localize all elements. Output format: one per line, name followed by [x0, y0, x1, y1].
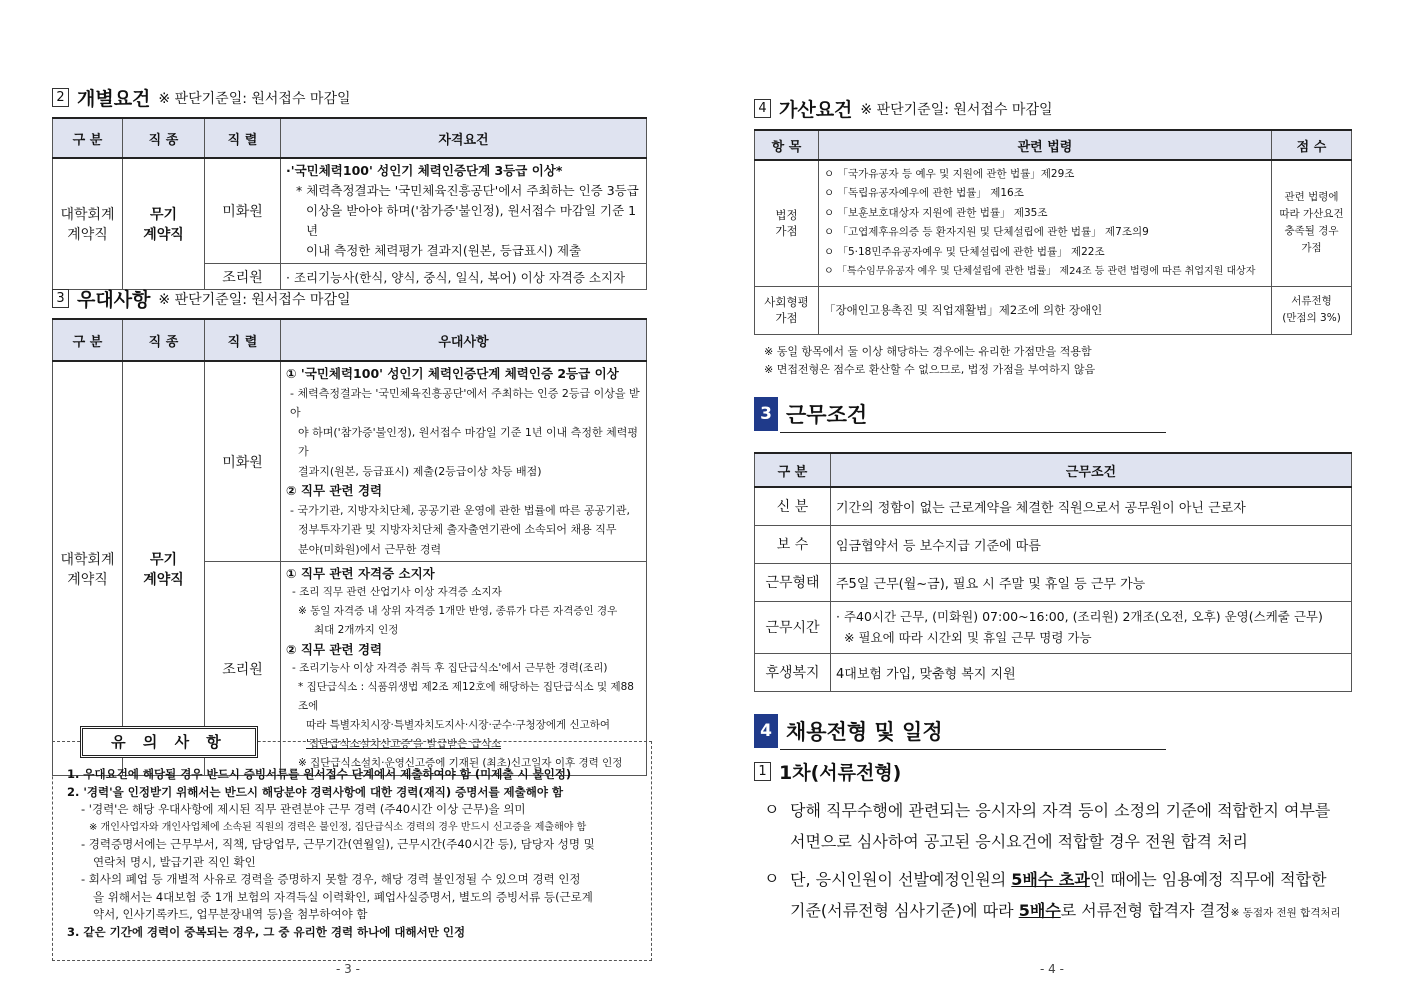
section-note: ※ 판단기준일: 원서접수 마감일	[860, 101, 1053, 118]
law-line: ㅇ 「독립유공자예우에 관한 법률」 제16조	[824, 187, 1024, 200]
category-cell: 대학회계 계약직	[53, 158, 123, 290]
pref-line: 야 하며('참가증'불인정), 원서접수 마감일 기준 1년 이내 측정한 체력평가	[298, 425, 638, 458]
chapter-4-heading	[754, 714, 943, 748]
condition-key: 근무시간	[755, 601, 831, 653]
col-header: 구 분	[53, 319, 123, 361]
law-line: ㅇ 「특수임무유공자 예우 및 단체설립에 관한 법률」 제24조 등 관련 법령에 따른 취업지원 대상자	[824, 266, 1256, 278]
condition-key: 근무형태	[755, 563, 831, 601]
item-cell: 사회형평 가점	[755, 286, 819, 334]
category-cell: 대학회계 계약직	[53, 361, 123, 776]
preference-table	[52, 318, 647, 776]
req-line: * 체력측정결과는 '국민체육진흥공단'에서 주최하는 인증 3등급	[296, 183, 639, 198]
condition-value: 기간의 정함이 없는 근로계약을 체결한 직원으로서 공무원이 아닌 근로자	[831, 487, 1352, 525]
paragraph	[790, 864, 1360, 929]
req-line: 이내 측정한 체력평가 결과지(원본, 등급표시) 제출	[306, 243, 582, 258]
paragraph-text: 기준(서류전형 심사기준)에 따라	[790, 901, 1014, 920]
series-cell: 조리원	[205, 264, 281, 290]
section-note: ※ 판단기준일: 원서접수 마감일	[158, 291, 351, 308]
condition-value: ※ 필요에 따라 시간외 및 휴일 근무 명령 가능	[844, 630, 1092, 645]
paragraph-text: 단, 응시인원이 선발예정인원의	[790, 870, 1007, 889]
col-header: 구 분	[755, 453, 831, 487]
pref-line: 정부투자기관 및 지방자치단체 출자출연기관에 소속되어 채용 직무	[298, 523, 617, 536]
pref-line: * 집단급식소 : 식품위생법 제2조 제12호에 해당하는 집단급식소 및 제88조에	[298, 681, 634, 712]
col-header: 항 목	[755, 130, 819, 160]
note-line: ※ 면접전형은 점수로 환산할 수 없으므로, 법정 가점을 부여하지 않음	[764, 363, 1096, 376]
law-line: ㅇ 「5·18민주유공자예우 및 단체설립에 관한 법률」 제22조	[824, 245, 1105, 258]
pref-line: - 국가기관, 지방자치단체, 공공기관 운영에 관한 법률에 따른 공공기관,	[290, 503, 630, 517]
score-cell: 서류전형 (만점의 3%)	[1272, 286, 1352, 334]
law-line: ㅇ 「국가유공자 등 예우 및 지원에 관한 법률」제29조	[824, 167, 1075, 180]
section-2-heading	[52, 84, 351, 111]
chapter-number: 3	[754, 397, 778, 431]
notice-line: 3. 같은 기간에 경력이 중복되는 경우, 그 중 유리한 경력 하나에 대해서만 인정	[67, 924, 466, 939]
condition-value: 4대보험 가입, 맞춤형 복지 지원	[831, 653, 1352, 691]
pref-line: ① '국민체력100' 성인기 체력인증단계 체력인증 2등급 이상	[286, 366, 619, 381]
condition-key: 신 분	[755, 487, 831, 525]
section-number: 1	[754, 762, 771, 781]
section-title: 가산요건	[779, 99, 853, 121]
notice-line: 연락처 명시, 발급기관 직인 확인	[93, 854, 256, 869]
notice-line: - '경력'은 해당 우대사항에 제시된 직무 관련분야 근무 경력 (주40시간 이상 근무)을 의미	[81, 802, 526, 816]
pref-line: ② 직무 관련 경력	[286, 483, 383, 498]
condition-key: 후생복지	[755, 653, 831, 691]
law-line: ㅇ 「보훈보호대상자 지원에 관한 법률」 제35조	[824, 206, 1048, 219]
subsection-1-heading	[754, 758, 901, 785]
req-line: · 조리기능사(한식, 양식, 중식, 일식, 복어) 이상 자격증 소지자	[281, 264, 647, 290]
pref-line: 결과지(원본, 등급표시) 제출(2등급이상 차등 배점)	[298, 464, 542, 478]
pref-line: 분야(미화원)에서 근무한 경력	[298, 542, 442, 556]
pref-line: ※ 집단급식소설치·운영신고증에 기재된 (최초)신고일자 이후 경력 인정	[298, 757, 623, 769]
pref-line: ① 직무 관련 자격증 소지자	[286, 566, 435, 581]
pref-line: ※ 동일 자격증 내 상위 자격증 1개만 반영, 종류가 다른 자격증인 경우	[298, 605, 618, 617]
paragraph	[790, 795, 1360, 857]
section-4-heading	[754, 95, 1053, 122]
notice-line: 을 위해서는 4대보험 중 1개 보험의 자격득실 이력확인, 폐업사실증명서, 별도의 증빙서류 등(근로계	[93, 889, 593, 904]
notice-title: 유 의 사 항	[80, 726, 258, 758]
series-cell: 미화원	[205, 361, 281, 562]
jobtype-cell: 무기 계약직	[123, 158, 205, 290]
page-number: - 3 -	[336, 962, 360, 976]
footnote-text: ※ 동점자 전원 합격처리	[1230, 907, 1341, 919]
bonus-table	[754, 129, 1352, 335]
chapter-underline	[780, 749, 1166, 750]
pref-line: - 체력측정결과는 '국민체육진흥공단'에서 주최하는 인증 2등급 이상을 받아	[290, 386, 640, 419]
col-header: 우대사항	[281, 319, 647, 361]
condition-value: 임금협약서 등 보수지급 기준에 따름	[831, 525, 1352, 563]
series-cell: 미화원	[205, 158, 281, 264]
note-line: ※ 동일 항목에서 둘 이상 해당하는 경우에는 유리한 가점만을 적용함	[764, 345, 1092, 358]
chapter-underline	[780, 432, 1166, 433]
bonus-notes	[764, 343, 1095, 379]
qualification-table	[52, 117, 647, 290]
bullet: ㅇ	[764, 869, 780, 888]
highlight-text: 5배수 초과	[1011, 870, 1090, 889]
condition-value: 주5일 근무(월~금), 필요 시 주말 및 휴일 등 근무 가능	[831, 563, 1352, 601]
pref-line: '집단급식소설치신고증'을 발급받은 급식소	[306, 738, 502, 750]
notice-line: - 경력증명서에는 근무부서, 직책, 담당업무, 근무기간(연월일), 근무시간(주40시간 등), 담당자 성명 및	[81, 837, 595, 851]
pref-line: - 조리 직무 관련 산업기사 이상 자격증 소지자	[292, 586, 502, 598]
condition-value: · 주40시간 근무, (미화원) 07:00~16:00, (조리원) 2개조(오전, 오후) 운영(스케줄 근무)	[836, 609, 1323, 624]
chapter-title: 근무조건	[786, 403, 868, 427]
col-header: 자격요건	[281, 118, 647, 158]
score-cell: 관련 법령에 따라 가산요건 충족될 경우 가점	[1272, 160, 1352, 286]
pref-line: ② 직무 관련 경력	[286, 642, 383, 657]
chapter-title: 채용전형 및 일정	[786, 720, 943, 744]
paragraph-text: 로 서류전형 합격자 결정	[1060, 901, 1231, 920]
col-header: 근무조건	[831, 453, 1352, 487]
paragraph-line: 당해 직무수행에 관련되는 응시자의 자격 등이 소정의 기준에 적합한지 여부를	[790, 801, 1331, 820]
pref-line: - 조리기능사 이상 자격증 취득 후 집단급식소'에서 근무한 경력(조리)	[292, 662, 608, 674]
chapter-number: 4	[754, 714, 778, 748]
highlight-text: 5배수	[1018, 901, 1061, 920]
paragraph-line: 서면으로 심사하여 공고된 응시요건에 적합할 경우 전원 합격 처리	[790, 832, 1249, 851]
work-conditions-table	[754, 452, 1352, 692]
law-line: 「장애인고용촉진 및 직업재활법」제2조에 의한 장애인	[819, 286, 1272, 334]
notice-line: ※ 개인사업자와 개인사업체에 소속된 직원의 경력은 불인정, 집단급식소 경력의 경우 반드시 신고증을 제출해야 함	[89, 821, 587, 833]
section-title: 개별요건	[77, 88, 151, 110]
item-cell: 법정 가점	[755, 160, 819, 286]
series-cell: 조리원	[205, 562, 281, 776]
law-line: ㅇ 「고엽제후유의증 등 환자지원 및 단체설립에 관한 법률」 제7조의9	[824, 226, 1149, 239]
section-number: 2	[52, 88, 69, 107]
req-line: 이상을 받아야 하며('참가증'불인정), 원서접수 마감일 기준 1년	[306, 203, 637, 238]
jobtype-cell: 무기 계약직	[123, 361, 205, 776]
col-header: 직 종	[123, 118, 205, 158]
notice-box	[52, 741, 652, 961]
section-title: 우대사항	[77, 289, 151, 311]
col-header: 직 렬	[205, 319, 281, 361]
pref-line: 최대 2개까지 인정	[314, 624, 399, 636]
req-line: ·'국민체력100' 성인기 체력인증단계 3등급 이상*	[286, 163, 563, 178]
notice-line: 2. '경력'을 인정받기 위해서는 반드시 해당분야 경력사항에 대한 경력(재직) 증명서를 제출해야 함	[67, 784, 564, 799]
section-number: 4	[754, 99, 771, 118]
section-number: 3	[52, 289, 69, 308]
section-note: ※ 판단기준일: 원서접수 마감일	[158, 90, 351, 107]
paragraph-text: 인 때에는 임용예정 직무에 적합한	[1089, 870, 1327, 889]
section-3-heading	[52, 285, 351, 312]
section-title: 1차(서류전형)	[779, 762, 902, 784]
notice-line: 약서, 인사기록카드, 업무분장내역 등)을 첨부하여야 함	[93, 907, 368, 921]
pref-line: 따라 특별자치시장·특별자치도지사·시장·군수·구청장에게 신고하여	[306, 719, 611, 731]
notice-line: 1. 우대요건에 해당될 경우 반드시 증빙서류를 원서접수 단계에서 제출하여야 함 (미제출 시 불인정)	[67, 767, 572, 781]
col-header: 직 렬	[205, 118, 281, 158]
notice-line: - 회사의 폐업 등 개별적 사유로 경력을 증명하지 못할 경우, 해당 경력 불인정될 수 있으며 경력 인정	[81, 872, 581, 886]
col-header: 구 분	[53, 118, 123, 158]
chapter-3-heading	[754, 397, 867, 431]
page-number: - 4 -	[1040, 962, 1064, 976]
bullet: ㅇ	[764, 800, 780, 819]
col-header: 직 종	[123, 319, 205, 361]
col-header: 관련 법령	[819, 130, 1272, 160]
col-header: 점 수	[1272, 130, 1352, 160]
condition-key: 보 수	[755, 525, 831, 563]
